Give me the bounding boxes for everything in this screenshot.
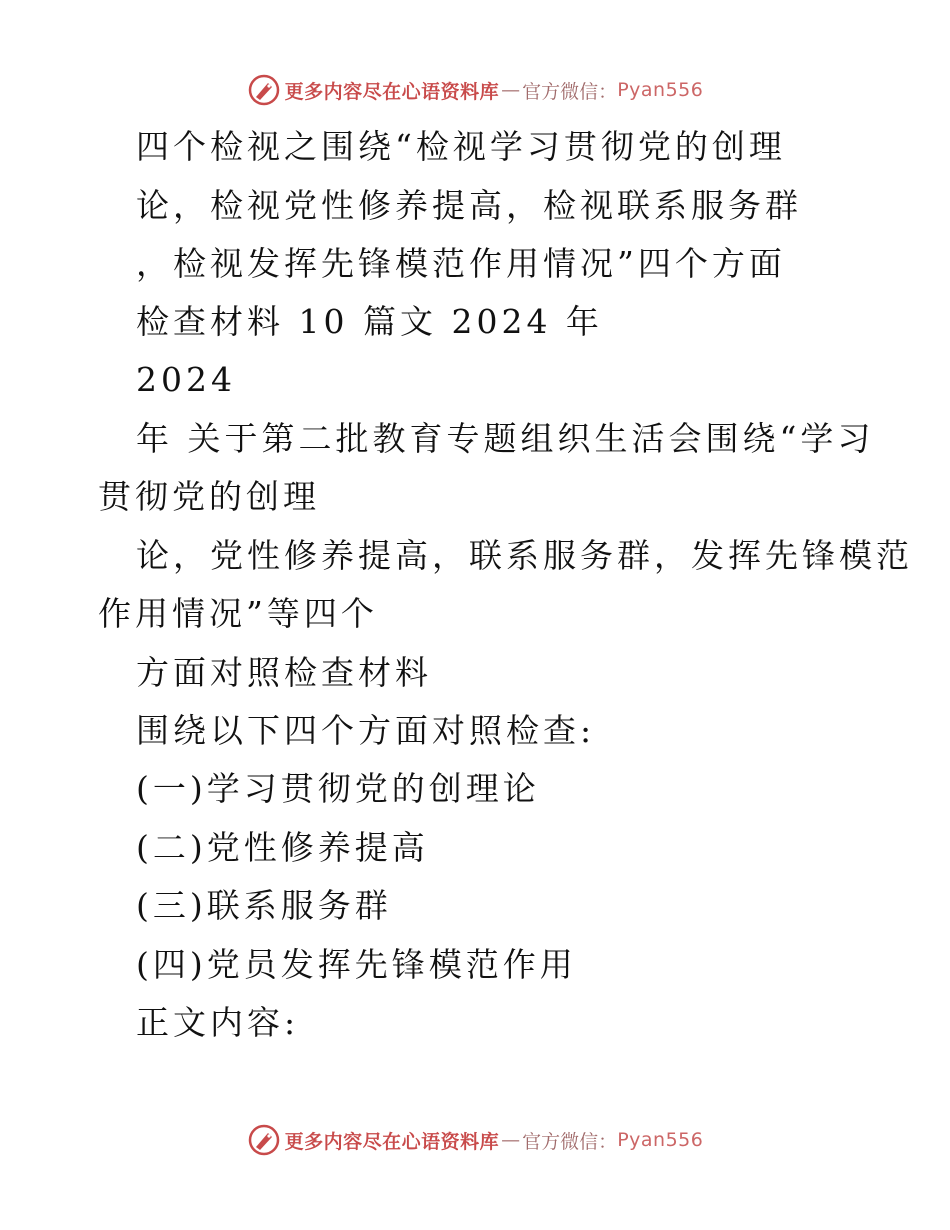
pen-nib-seal-icon: [247, 1123, 281, 1157]
watermark-wechat-id: Pyan556: [617, 1129, 704, 1151]
doc-line: 正文内容:: [136, 1003, 300, 1042]
watermark-dash: —: [501, 1129, 521, 1151]
watermark-brand: 更多内容尽在心语资料库: [284, 80, 500, 103]
doc-line: 作用情况”等四个: [98, 594, 378, 633]
watermark-official-label: 官方微信：: [522, 1130, 618, 1153]
doc-line: 围绕以下四个方面对照检查:: [136, 711, 596, 750]
doc-line: 年 关于第二批教育专题组织生活会围绕“学习: [136, 419, 875, 458]
doc-line: 2024: [136, 360, 236, 399]
doc-line: (四)党员发挥先锋模范作用: [136, 945, 577, 984]
watermark-footer: [0, 1122, 950, 1158]
doc-line: ，检视发挥先锋模范作用情况”四个方面: [136, 244, 786, 283]
watermark-official-label: 官方微信：: [522, 80, 618, 103]
doc-line: (一)学习贯彻党的创理论: [136, 769, 540, 808]
pen-nib-seal-icon: [247, 73, 281, 107]
watermark-brand: 更多内容尽在心语资料库: [284, 1130, 500, 1153]
watermark-dash: —: [501, 79, 521, 101]
doc-line: (三)联系服务群: [136, 886, 392, 925]
doc-line: (二)党性修养提高: [136, 828, 429, 867]
watermark-wechat-id: Pyan556: [617, 79, 704, 101]
doc-line: 论，检视党性修养提高，检视联系服务群: [136, 186, 802, 225]
doc-line: 方面对照检查材料: [136, 653, 432, 692]
doc-line: 四个检视之围绕“检视学习贯彻党的创理: [136, 127, 786, 166]
watermark-header: [0, 72, 950, 108]
doc-line: 贯彻党的创理: [98, 477, 320, 516]
doc-line: 论，党性修养提高，联系服务群，发挥先锋模范: [136, 536, 913, 575]
doc-line: 检查材料 10 篇文 2024 年: [136, 302, 603, 341]
